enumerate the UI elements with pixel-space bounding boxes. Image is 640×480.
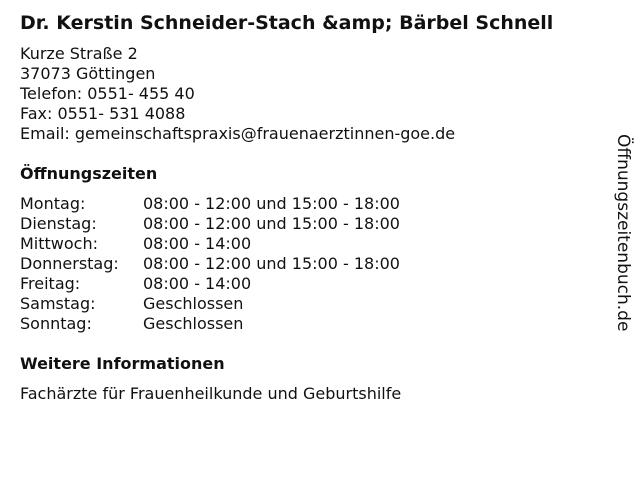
hours-row-saturday — [20, 294, 400, 314]
further-info-text: Fachärzte für Frauenheilkunde und Geburtshilfe — [20, 384, 402, 403]
hours-row-monday — [20, 194, 400, 214]
opening-hours-table — [20, 194, 400, 334]
day-hours: Geschlossen — [143, 294, 244, 313]
hours-row-wednesday — [20, 234, 400, 254]
day-hours: Geschlossen — [143, 314, 244, 333]
day-label: Freitag: — [20, 274, 81, 293]
hours-row-sunday — [20, 314, 400, 334]
day-label: Montag: — [20, 194, 86, 213]
day-hours: 08:00 - 12:00 und 15:00 - 18:00 — [143, 254, 400, 273]
day-label: Mittwoch: — [20, 234, 98, 253]
hours-row-thursday — [20, 254, 400, 274]
day-hours: 08:00 - 14:00 — [143, 234, 252, 253]
day-hours: 08:00 - 12:00 und 15:00 - 18:00 — [143, 194, 400, 213]
hours-row-tuesday — [20, 214, 400, 234]
day-label: Sonntag: — [20, 314, 92, 333]
day-label: Samstag: — [20, 294, 96, 313]
day-hours: 08:00 - 12:00 und 15:00 - 18:00 — [143, 214, 400, 233]
day-label: Donnerstag: — [20, 254, 119, 273]
street-address: Kurze Straße 2 — [20, 44, 138, 63]
contact-block — [20, 44, 455, 144]
day-label: Dienstag: — [20, 214, 97, 233]
city-postcode: 37073 Göttingen — [20, 64, 156, 83]
opening-hours-heading: Öffnungszeiten — [20, 164, 158, 183]
site-watermark: Öffnungszeitenbuch.de — [613, 134, 633, 332]
further-info-heading: Weitere Informationen — [20, 354, 225, 373]
phone-number: Telefon: 0551- 455 40 — [20, 84, 195, 103]
day-hours: 08:00 - 14:00 — [143, 274, 252, 293]
hours-row-friday — [20, 274, 400, 294]
business-name: Dr. Kerstin Schneider-Stach &amp; Bärbel Schnell — [20, 12, 554, 34]
email-address: Email: gemeinschaftspraxis@frauenaerztinnen-goe.de — [20, 124, 456, 143]
fax-number: Fax: 0551- 531 4088 — [20, 104, 186, 123]
